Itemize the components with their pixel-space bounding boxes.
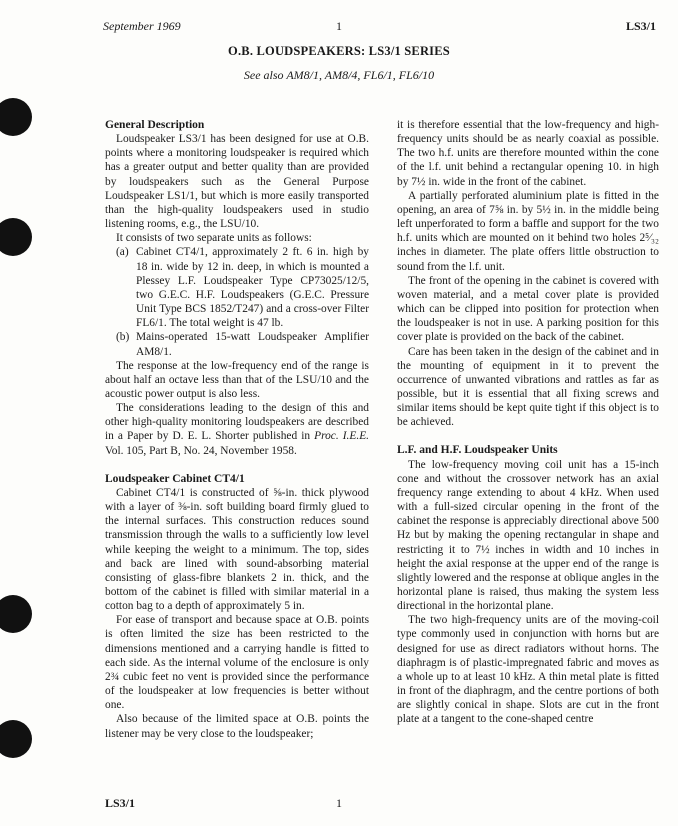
paragraph	[105, 401, 369, 458]
left-column	[105, 118, 369, 741]
binder-hole	[0, 98, 32, 136]
section-heading-units: L.F. and H.F. Loudspeaker Units	[397, 444, 558, 457]
paragraph: Care has been taken in the design of the cabinet and in the mounting of equipment in it to prevent the occurrence of unwanted vibrations and rattles as far as possible, but it is essential that all fixing screws and similar items should be kept quite tight if this object is to be achieved.	[397, 345, 659, 429]
footer-page-number: 1	[336, 796, 342, 810]
document-title: O.B. LOUDSPEAKERS: LS3/1 SERIES	[228, 44, 450, 58]
list-item	[116, 330, 369, 358]
citation-journal: Proc. I.E.E.	[314, 430, 369, 443]
paragraph: For ease of transport and because space at O.B. points is often limited the size has been restricted to the dimensions mentioned and a carrying handle is fitted to each side. As the internal volume of the enclosure is only 2¾ cubic feet no vent is provided since the performance of the loudspeaker at low frequencies is better without one.	[105, 614, 369, 712]
list-item-text: Cabinet CT4/1, approximately 2 ft. 6 in. high by 18 in. wide by 12 in. deep, in which is mounted a Plessey L.F. Loudspeaker Type CP73025/12/5, two G.E.C. H.F. Loudspeakers (G.E.C. Pressure Unit Type BCS 1852/T247) and a cross-over Filter FL6/1. The total weight is 47 lb.	[136, 246, 369, 330]
paragraph: Also because of the limited space at O.B. points the listener may be very close to the loudspeaker;	[105, 713, 369, 740]
header-page-number: 1	[336, 19, 342, 33]
list-item-text: Mains-operated 15-watt Loudspeaker Amplifier AM8/1.	[136, 331, 369, 358]
paragraph: The two high-frequency units are of the moving-coil type commonly used in conjunction with horns but are designed for use as direct radiators without horns. The diaphragm is of plastic-impregnated fabric and moves as a whole up to at least 10 kHz. A thin metal plate is fitted in front of the diaphragm, and the centre portions of both are slightly conical in shape. Slots are cut in the front plate at a tangent to the cone-shaped centre	[397, 614, 659, 726]
header-date: September 1969	[103, 19, 181, 33]
list-item-label: (a)	[116, 246, 129, 259]
paragraph: A partially perforated aluminium plate is fitted in the opening, an area of 7⅝ in. by 5½ in. in the middle being left unperforated to form a baffle and support for the two h.f. units which are mounted on it behind two holes 2⁵⁄₃₂ inches in diameter. The plate offers little obstruction to sound from the l.f. unit.	[397, 189, 659, 273]
section-heading-general-description: General Description	[105, 119, 205, 131]
see-also-line: See also AM8/1, AM8/4, FL6/1, FL6/10	[243, 68, 435, 82]
paragraph: it is therefore essential that the low-frequency and high-frequency units should be as nearly coaxial as possible. The two h.f. units are therefore mounted within the cone of the l.f. unit behind a rectangular opening 10. in high by 7½ in. wide in the front of the cabinet.	[397, 119, 659, 188]
paragraph: Cabinet CT4/1 is constructed of ⅝-in. thick plywood with a layer of ⅜-in. soft building board firmly glued to the internal surfaces. This construction reduces sound transmission through the walls to a sufficiently low level while keeping the weight to a minimum. The top, sides and back are lined with sound-absorbing material consisting of glass-fibre blankets 2 in. thick, and the bottom of the cabinet is filled with similar material in a cotton bag to a depth of approximately 5 in.	[105, 486, 369, 613]
header-document-code: LS3/1	[625, 19, 656, 33]
binder-hole	[0, 595, 32, 633]
list-item-label: (b)	[116, 331, 130, 344]
paragraph-text: The considerations leading to the design of this and other high-quality monitoring loudspeakers are described in a Paper by D. E. L. Shorter published in	[105, 402, 369, 443]
binder-hole	[0, 720, 32, 758]
section-heading-cabinet: Loudspeaker Cabinet CT4/1	[105, 472, 245, 485]
list-item	[116, 245, 369, 330]
paragraph: The front of the opening in the cabinet is covered with woven material, and a metal cover plate is provided which can be clipped into position for protection when the loudspeaker is not in use. A parking position for this cover plate is provided on the back of the cabinet.	[397, 274, 659, 344]
paragraph-text: Vol. 105, Part B, No. 24, November 1958.	[105, 444, 297, 457]
paragraph: It consists of two separate units as follows:	[116, 232, 312, 245]
paragraph: The low-frequency moving coil unit has a 15-inch cone and without the crossover network has an axial frequency range extending to about 4 kHz. When used with a full-sized circular opening in the front of the cabinet the response is appreciably directional above 500 Hz but by making the opening rectangular in shape and restricting it to 7½ inches in width and 10 inches in height the axial response at the upper end of the range is slightly lowered and the response at oblique angles in the horizontal plane is raised, thus making the system less directional in the horizontal plane.	[397, 458, 659, 613]
right-column	[397, 118, 659, 727]
paragraph: Loudspeaker LS3/1 has been designed for use at O.B. points where a monitoring loudspeaker is required which has a greater output and better quality than are provided by loudspeakers such as the General Purpose Loudspeaker LS1/1, but which is more easily transported than the high-quality loudspeakers used in studio listening rooms, e.g., the LSU/10.	[105, 133, 369, 231]
footer-document-code: LS3/1	[105, 796, 136, 810]
paragraph: The response at the low-frequency end of the range is about half an octave less than that of the LSU/10 and the acoustic power output is also less.	[105, 359, 369, 400]
binder-hole	[0, 218, 32, 256]
